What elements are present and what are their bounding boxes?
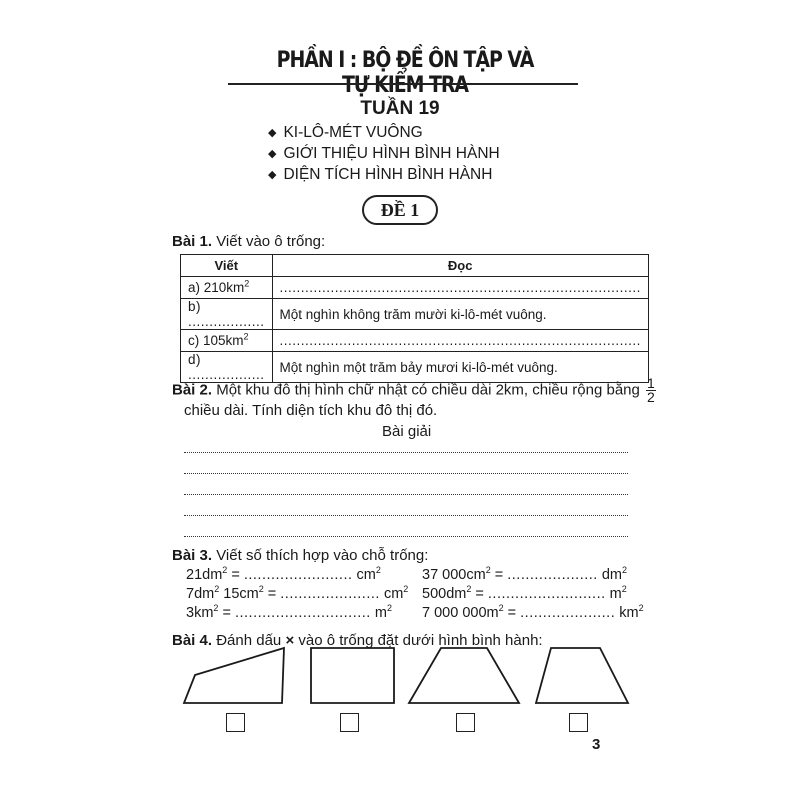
bai3-text: Viết số thích hợp vào chỗ trống: [216,547,429,564]
bai4-text-after: vào ô trống đặt dưới hình bình hành: [298,632,543,649]
conversion-item: $7dm^2$ $15cm^2$ = ...................... $cm^2$ [186,584,409,602]
answer-checkbox[interactable] [456,713,475,732]
page-title: PHẦN I : BỘ ĐỀ ÔN TẬP VÀ TỰ KIỂM TRA [276,48,534,98]
answer-blank[interactable]: ........................ [243,567,353,583]
answer-checkbox[interactable] [340,713,359,732]
conversion-item: $3km^2$ = .............................. $m^2$ [186,603,392,621]
bai1-label: Bài 1. [172,233,213,250]
answer-blank[interactable]: ..................... [520,605,616,621]
cell-doc: Một nghìn không trăm mười ki-lô-mét vuông. [272,299,648,330]
bai3-label: Bài 3. [172,547,213,564]
column-header-viet: Viết [181,255,273,277]
answer-blank[interactable]: .............................. [234,605,371,621]
cell-viet[interactable]: d) .................. [181,352,273,383]
topic-text: GIỚI THIỆU HÌNH BÌNH HÀNH [283,145,500,162]
conversion-item: 37 $000cm^2$ = .................... $dm^2$ [422,565,628,583]
quadrilateral-shape-4 [536,648,628,703]
quadrilateral-shape-2 [311,648,394,703]
cell-doc[interactable]: ..................................................................................... [272,277,648,299]
exam-badge: ĐỀ 1 [362,195,438,225]
topic-text: DIỆN TÍCH HÌNH BÌNH HÀNH [283,166,493,183]
bai2-text-line2: chiều dài. Tính diện tích khu đô thị đó. [184,402,438,419]
diamond-bullet-icon: ◆ [268,169,277,181]
solution-label: Bài giải [382,423,432,440]
bai2-text-line1: Một khu đô thị hình chữ nhật có chiều dài 2km, chiều rộng bằng [216,381,640,399]
topic-text: KI-LÔ-MÉT VUÔNG [283,124,423,141]
cell-doc[interactable]: ..................................................................................... [272,330,648,352]
bai4-label: Bài 4. [172,632,213,649]
cell-viet[interactable]: c) $105km^2$ [181,330,273,352]
bai2-label: Bài 2. [172,381,213,399]
conversion-item: $500dm^2$ = .......................... $m^2$ [422,584,627,602]
fraction-denominator: 2 [647,389,655,405]
fraction-numerator: 1 [647,375,655,391]
cell-doc: Một nghìn một trăm bảy mươi ki-lô-mét vuông. [272,352,648,383]
answer-checkbox[interactable] [569,713,588,732]
conversion-item: 7 000 $000m^2$ = ..................... $km^2$ [422,603,644,621]
bai1-text: Viết vào ô trống: [216,233,326,250]
quadrilateral-shape-3 [409,648,519,703]
diamond-bullet-icon: ◆ [268,127,277,139]
cell-viet[interactable]: b) .................. [181,299,273,330]
answer-blank[interactable]: .......................... [487,586,606,602]
quadrilateral-shape-1 [184,648,284,703]
diamond-bullet-icon: ◆ [268,148,277,160]
column-header-doc: Đọc [272,255,648,277]
answer-blank[interactable]: ...................... [280,586,380,602]
conversion-item: $21dm^2$ = ........................ $cm^2$ [186,565,381,583]
week-heading: TUẦN 19 [360,98,440,119]
bai4-text-before: Đánh dấu [216,632,282,649]
page-number: 3 [592,736,601,753]
answer-checkbox[interactable] [226,713,245,732]
cell-viet[interactable]: a) $210km^2$ [181,277,273,299]
answer-blank[interactable]: .................... [507,567,598,583]
cross-mark-icon: × [285,632,295,649]
